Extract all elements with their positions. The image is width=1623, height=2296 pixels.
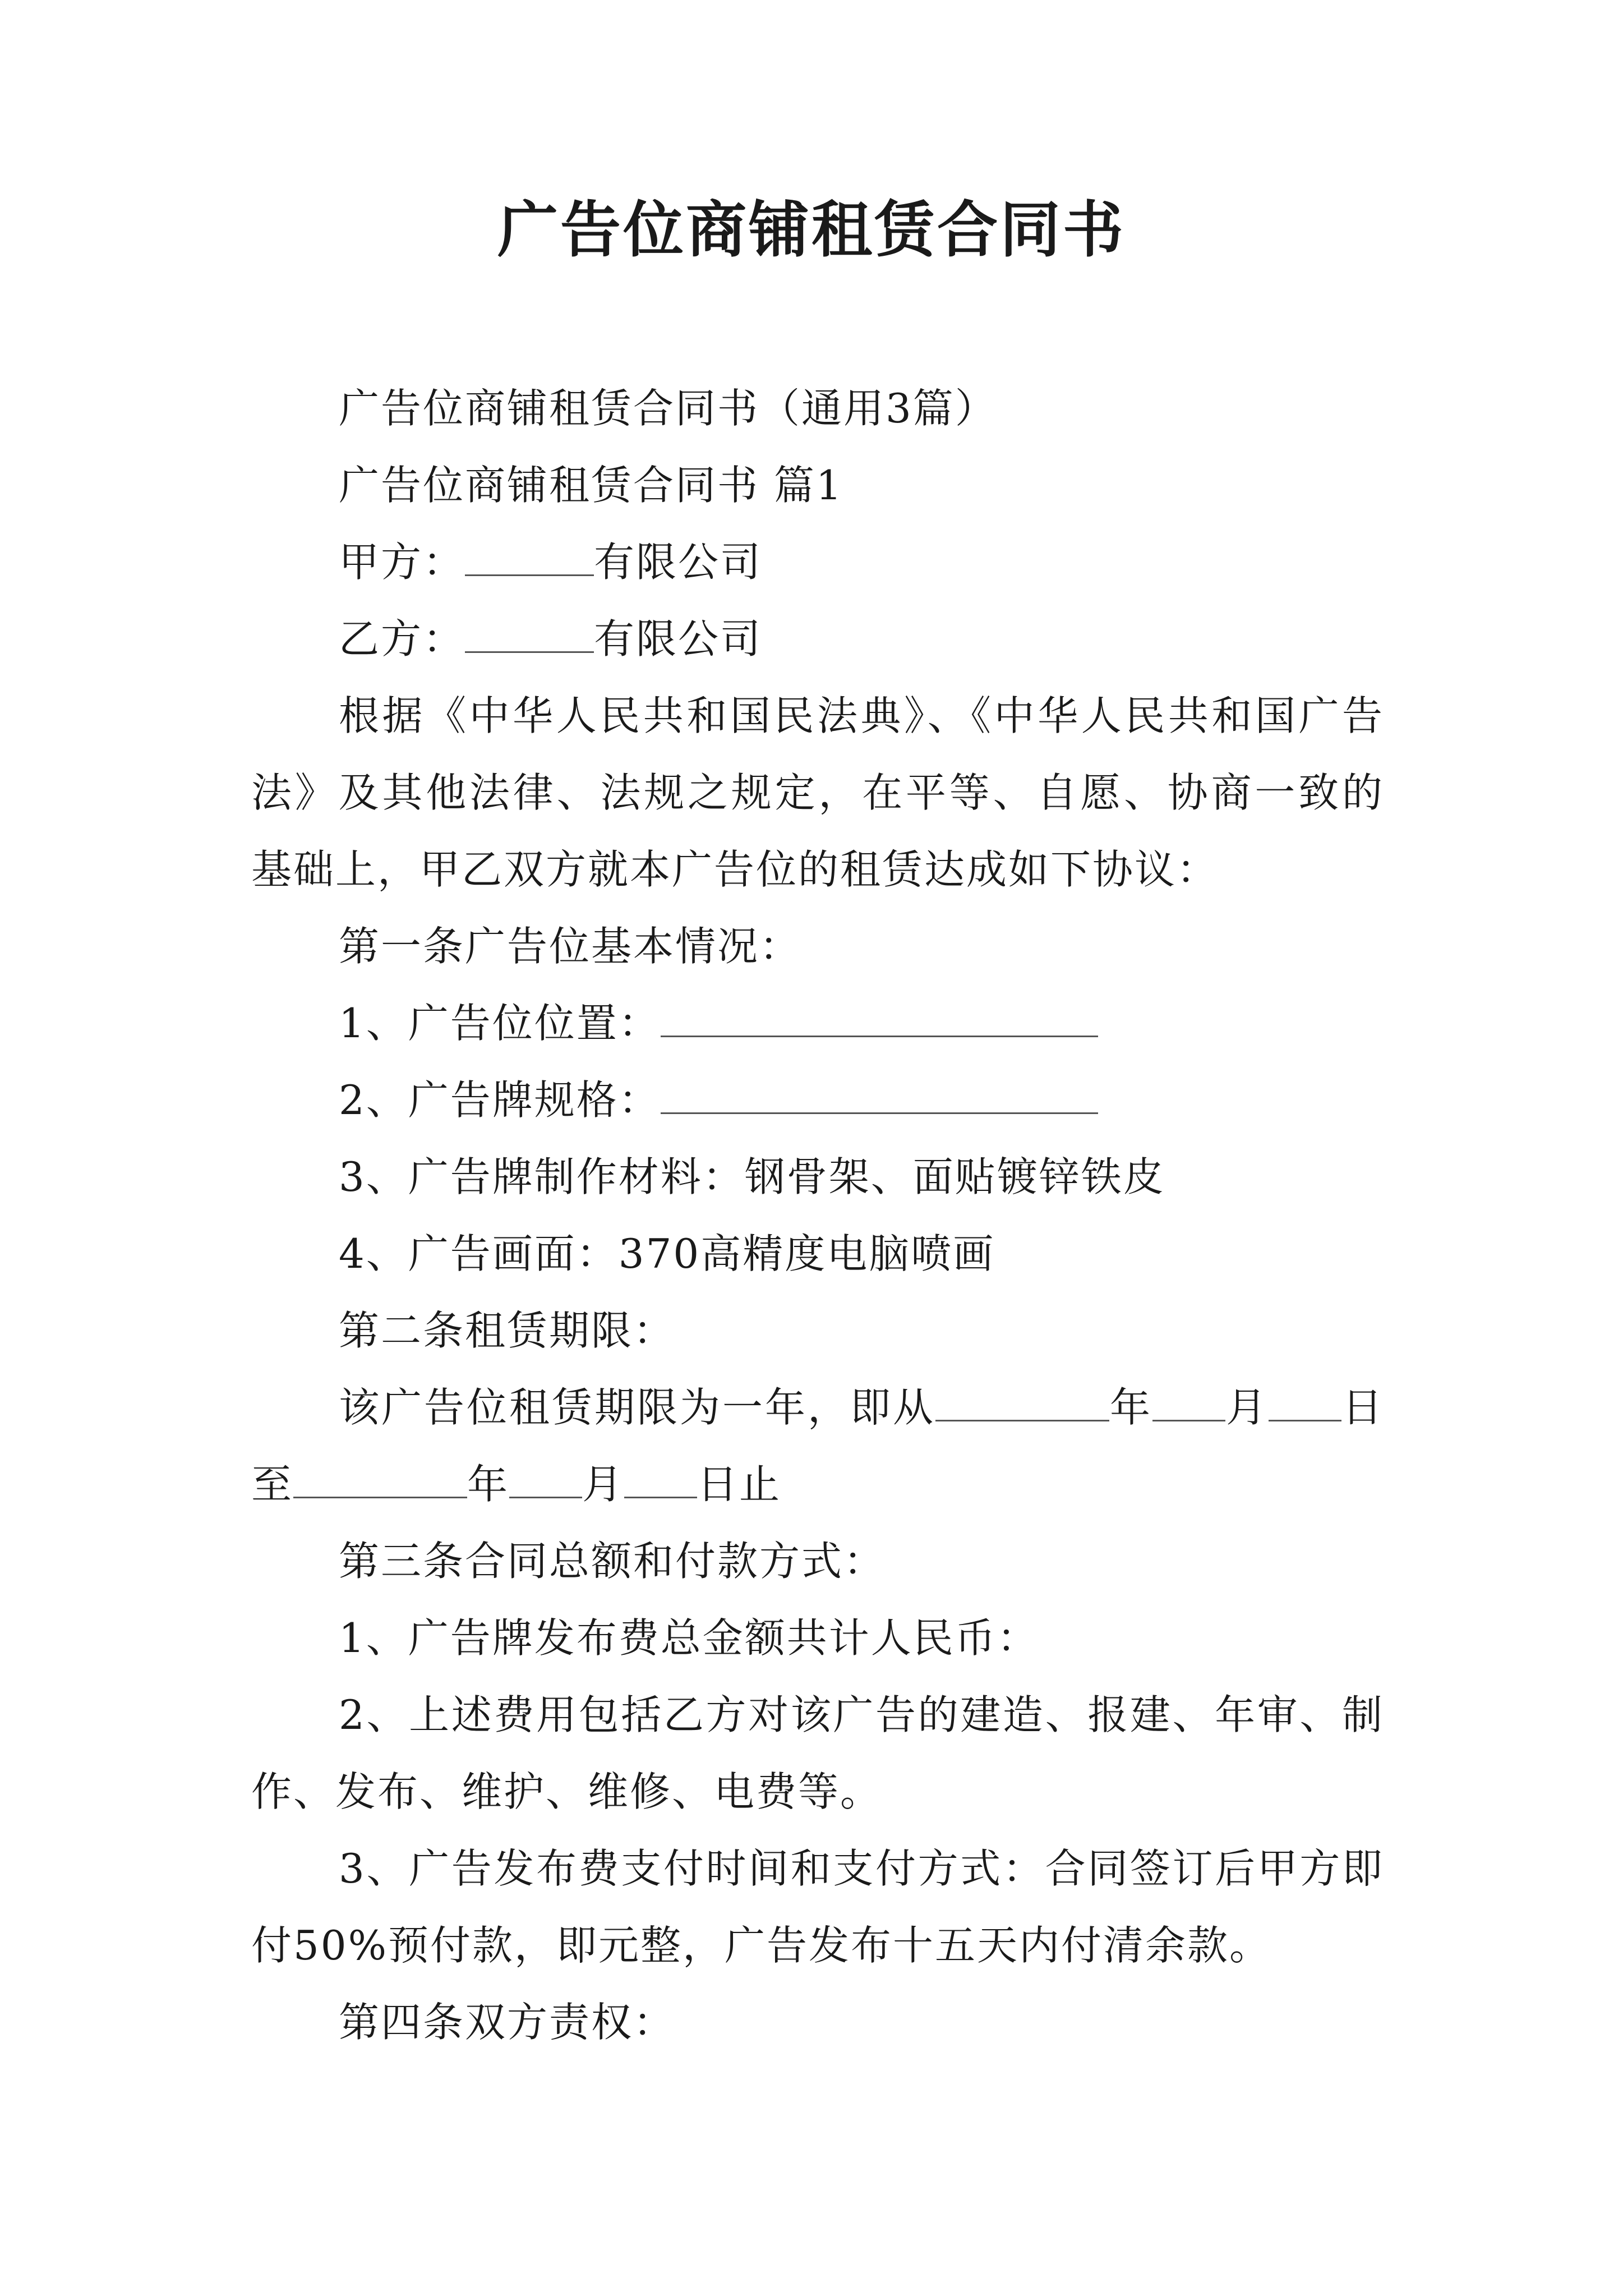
subtitle-line: 广告位商铺租赁合同书（通用3篇） <box>339 385 997 432</box>
article1-item2 <box>251 1062 1384 1139</box>
ad-size-blank <box>661 1074 1098 1114</box>
end-year-blank <box>293 1458 467 1498</box>
start-day-label: 日至 <box>251 1384 1384 1508</box>
article1-item4: 4、广告画面：370高精度电脑喷画 <box>339 1230 995 1277</box>
start-month-label: 月 <box>1225 1384 1269 1431</box>
party-b-blank <box>465 613 594 653</box>
ad-location-blank <box>661 997 1098 1037</box>
start-day-blank <box>1269 1382 1341 1421</box>
end-year-label: 年 <box>467 1461 510 1508</box>
article2-term <box>251 1369 1384 1523</box>
article1-item1 <box>251 985 1384 1062</box>
party-b-line <box>251 601 1384 678</box>
end-day-label: 日止 <box>697 1461 782 1508</box>
term-text-start: 该广告位租赁期限为一年，即从 <box>339 1384 935 1431</box>
article3-item3: 3、广告发布费支付时间和支付方式：合同签订后甲方即付50%预付款，即元整，广告发布十五天内付清余款。 <box>251 1845 1384 1969</box>
end-month-label: 月 <box>582 1461 625 1508</box>
party-b-suffix: 有限公司 <box>594 615 763 662</box>
article1-item3: 3、广告牌制作材料：钢骨架、面贴镀锌铁皮 <box>339 1153 1165 1200</box>
document-body <box>251 370 1384 2061</box>
article2-heading: 第二条租赁期限： <box>339 1307 676 1354</box>
intro-paragraph: 根据《中华人民共和国民法典》、《中华人民共和国广告法》及其他法律、法规之规定，在平等、自愿、协商一致的基础上，甲乙双方就本广告位的租赁达成如下协议： <box>251 692 1384 893</box>
party-b-label: 乙方： <box>339 615 465 662</box>
start-month-blank <box>1152 1382 1225 1421</box>
start-year-label: 年 <box>1109 1384 1152 1431</box>
end-day-blank <box>624 1458 697 1498</box>
party-a-label: 甲方： <box>339 539 465 586</box>
article4-heading: 第四条双方责权： <box>339 1999 676 2046</box>
article1-item2-label: 2、广告牌规格： <box>339 1076 661 1124</box>
party-a-line <box>251 524 1384 601</box>
article1-item1-label: 1、广告位位置： <box>339 1000 661 1047</box>
end-month-blank <box>509 1458 582 1498</box>
party-a-suffix: 有限公司 <box>594 539 763 586</box>
document-title: 广告位商铺租赁合同书 <box>497 195 1126 265</box>
party-a-blank <box>465 536 594 576</box>
article1-heading: 第一条广告位基本情况： <box>339 923 802 970</box>
chapter-heading: 广告位商铺租赁合同书 篇1 <box>339 462 843 509</box>
start-year-blank <box>935 1382 1109 1421</box>
article3-heading: 第三条合同总额和付款方式： <box>339 1538 886 1585</box>
article3-item2: 2、上述费用包括乙方对该广告的建造、报建、年审、制作、发布、维护、维修、电费等。 <box>251 1691 1384 1815</box>
article3-item1: 1、广告牌发布费总金额共计人民币： <box>339 1614 1039 1662</box>
